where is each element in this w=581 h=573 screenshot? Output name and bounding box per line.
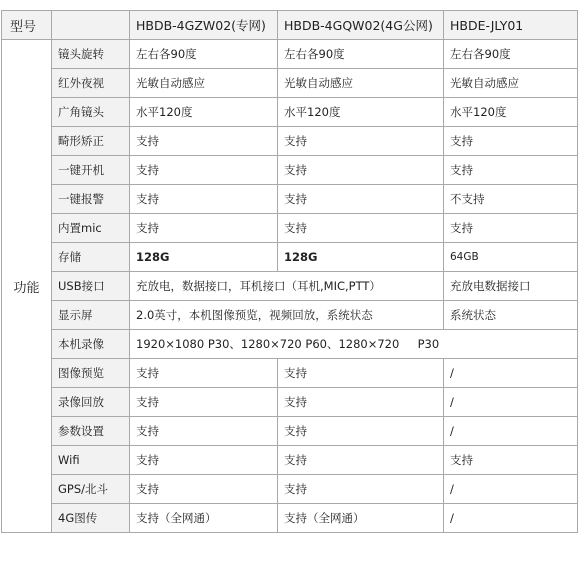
- value-cell: 水平120度: [130, 98, 278, 127]
- value-cell: 左右各90度: [278, 40, 444, 69]
- table-row: [2, 475, 578, 504]
- value-cell: 支持: [278, 185, 444, 214]
- feature-label: 4G图传: [52, 504, 130, 533]
- model-name-3: HBDE-JLY01: [444, 11, 578, 40]
- value-cell: 64GB: [444, 243, 578, 272]
- value-cell: 支持: [130, 388, 278, 417]
- model-label: 型号: [2, 11, 52, 40]
- feature-label: GPS/北斗: [52, 475, 130, 504]
- feature-label: 参数设置: [52, 417, 130, 446]
- table-row: [2, 272, 578, 301]
- group-label: 功能: [2, 40, 52, 533]
- table-row: [2, 504, 578, 533]
- model-name-2: HBDB-4GQW02(4G公网): [278, 11, 444, 40]
- value-cell: 支持: [278, 388, 444, 417]
- value-cell: 左右各90度: [444, 40, 578, 69]
- value-cell: 128G: [278, 243, 444, 272]
- value-cell: /: [444, 359, 578, 388]
- feature-label: 一键开机: [52, 156, 130, 185]
- feature-label: 红外夜视: [52, 69, 130, 98]
- value-cell: 支持: [278, 127, 444, 156]
- table-row: [2, 127, 578, 156]
- model-name-1: HBDB-4GZW02(专网): [130, 11, 278, 40]
- value-cell: 支持: [444, 156, 578, 185]
- value-cell: 支持: [130, 417, 278, 446]
- feature-label: USB接口: [52, 272, 130, 301]
- value-cell: /: [444, 475, 578, 504]
- value-cell: 支持: [278, 214, 444, 243]
- value-cell: 水平120度: [444, 98, 578, 127]
- feature-label: 镜头旋转: [52, 40, 130, 69]
- table-row: [2, 214, 578, 243]
- table-row: [2, 388, 578, 417]
- value-cell: 2.0英寸，本机图像预览，视频回放，系统状态: [130, 301, 444, 330]
- feature-label: 一键报警: [52, 185, 130, 214]
- table-row: [2, 243, 578, 272]
- value-cell: 充放电数据接口: [444, 272, 578, 301]
- table-row: [2, 69, 578, 98]
- value-cell: 支持: [130, 214, 278, 243]
- value-cell: 支持: [444, 214, 578, 243]
- feature-label: 存储: [52, 243, 130, 272]
- header-row: [2, 11, 578, 40]
- feature-label: 录像回放: [52, 388, 130, 417]
- value-cell: 1920×1080 P30、1280×720 P60、1280×720 P30: [130, 330, 578, 359]
- value-cell: 支持: [130, 156, 278, 185]
- feature-label: 图像预览: [52, 359, 130, 388]
- table-row: [2, 98, 578, 127]
- value-cell: 水平120度: [278, 98, 444, 127]
- value-cell: 光敏自动感应: [444, 69, 578, 98]
- table-row: [2, 301, 578, 330]
- table-row: [2, 156, 578, 185]
- value-cell: 支持: [444, 446, 578, 475]
- value-cell: /: [444, 417, 578, 446]
- value-cell: 支持: [130, 475, 278, 504]
- value-cell: 128G: [130, 243, 278, 272]
- spec-table: [1, 10, 578, 533]
- value-cell: 支持: [130, 446, 278, 475]
- value-cell: 系统状态: [444, 301, 578, 330]
- table-row: [2, 446, 578, 475]
- value-cell: /: [444, 504, 578, 533]
- value-cell: 支持: [278, 475, 444, 504]
- value-cell: 支持: [278, 156, 444, 185]
- value-cell: 不支持: [444, 185, 578, 214]
- header-blank-cell: [52, 11, 130, 40]
- feature-label: 畸形矫正: [52, 127, 130, 156]
- value-cell: 光敏自动感应: [278, 69, 444, 98]
- value-cell: 光敏自动感应: [130, 69, 278, 98]
- value-cell: 支持: [278, 359, 444, 388]
- value-cell: 支持: [278, 417, 444, 446]
- value-cell: 支持: [130, 359, 278, 388]
- feature-label: Wifi: [52, 446, 130, 475]
- value-cell: /: [444, 388, 578, 417]
- feature-label: 本机录像: [52, 330, 130, 359]
- value-cell: 支持: [444, 127, 578, 156]
- table-row: [2, 185, 578, 214]
- value-cell: 支持（全网通）: [130, 504, 278, 533]
- table-row: [2, 40, 578, 69]
- value-cell: 支持: [130, 127, 278, 156]
- value-cell: 左右各90度: [130, 40, 278, 69]
- value-cell: 充放电，数据接口，耳机接口（耳机,MIC,PTT）: [130, 272, 444, 301]
- table-row: [2, 417, 578, 446]
- feature-label: 显示屏: [52, 301, 130, 330]
- feature-label: 内置mic: [52, 214, 130, 243]
- table-row: [2, 359, 578, 388]
- table-row: [2, 330, 578, 359]
- value-cell: 支持（全网通）: [278, 504, 444, 533]
- feature-label: 广角镜头: [52, 98, 130, 127]
- value-cell: 支持: [130, 185, 278, 214]
- value-cell: 支持: [278, 446, 444, 475]
